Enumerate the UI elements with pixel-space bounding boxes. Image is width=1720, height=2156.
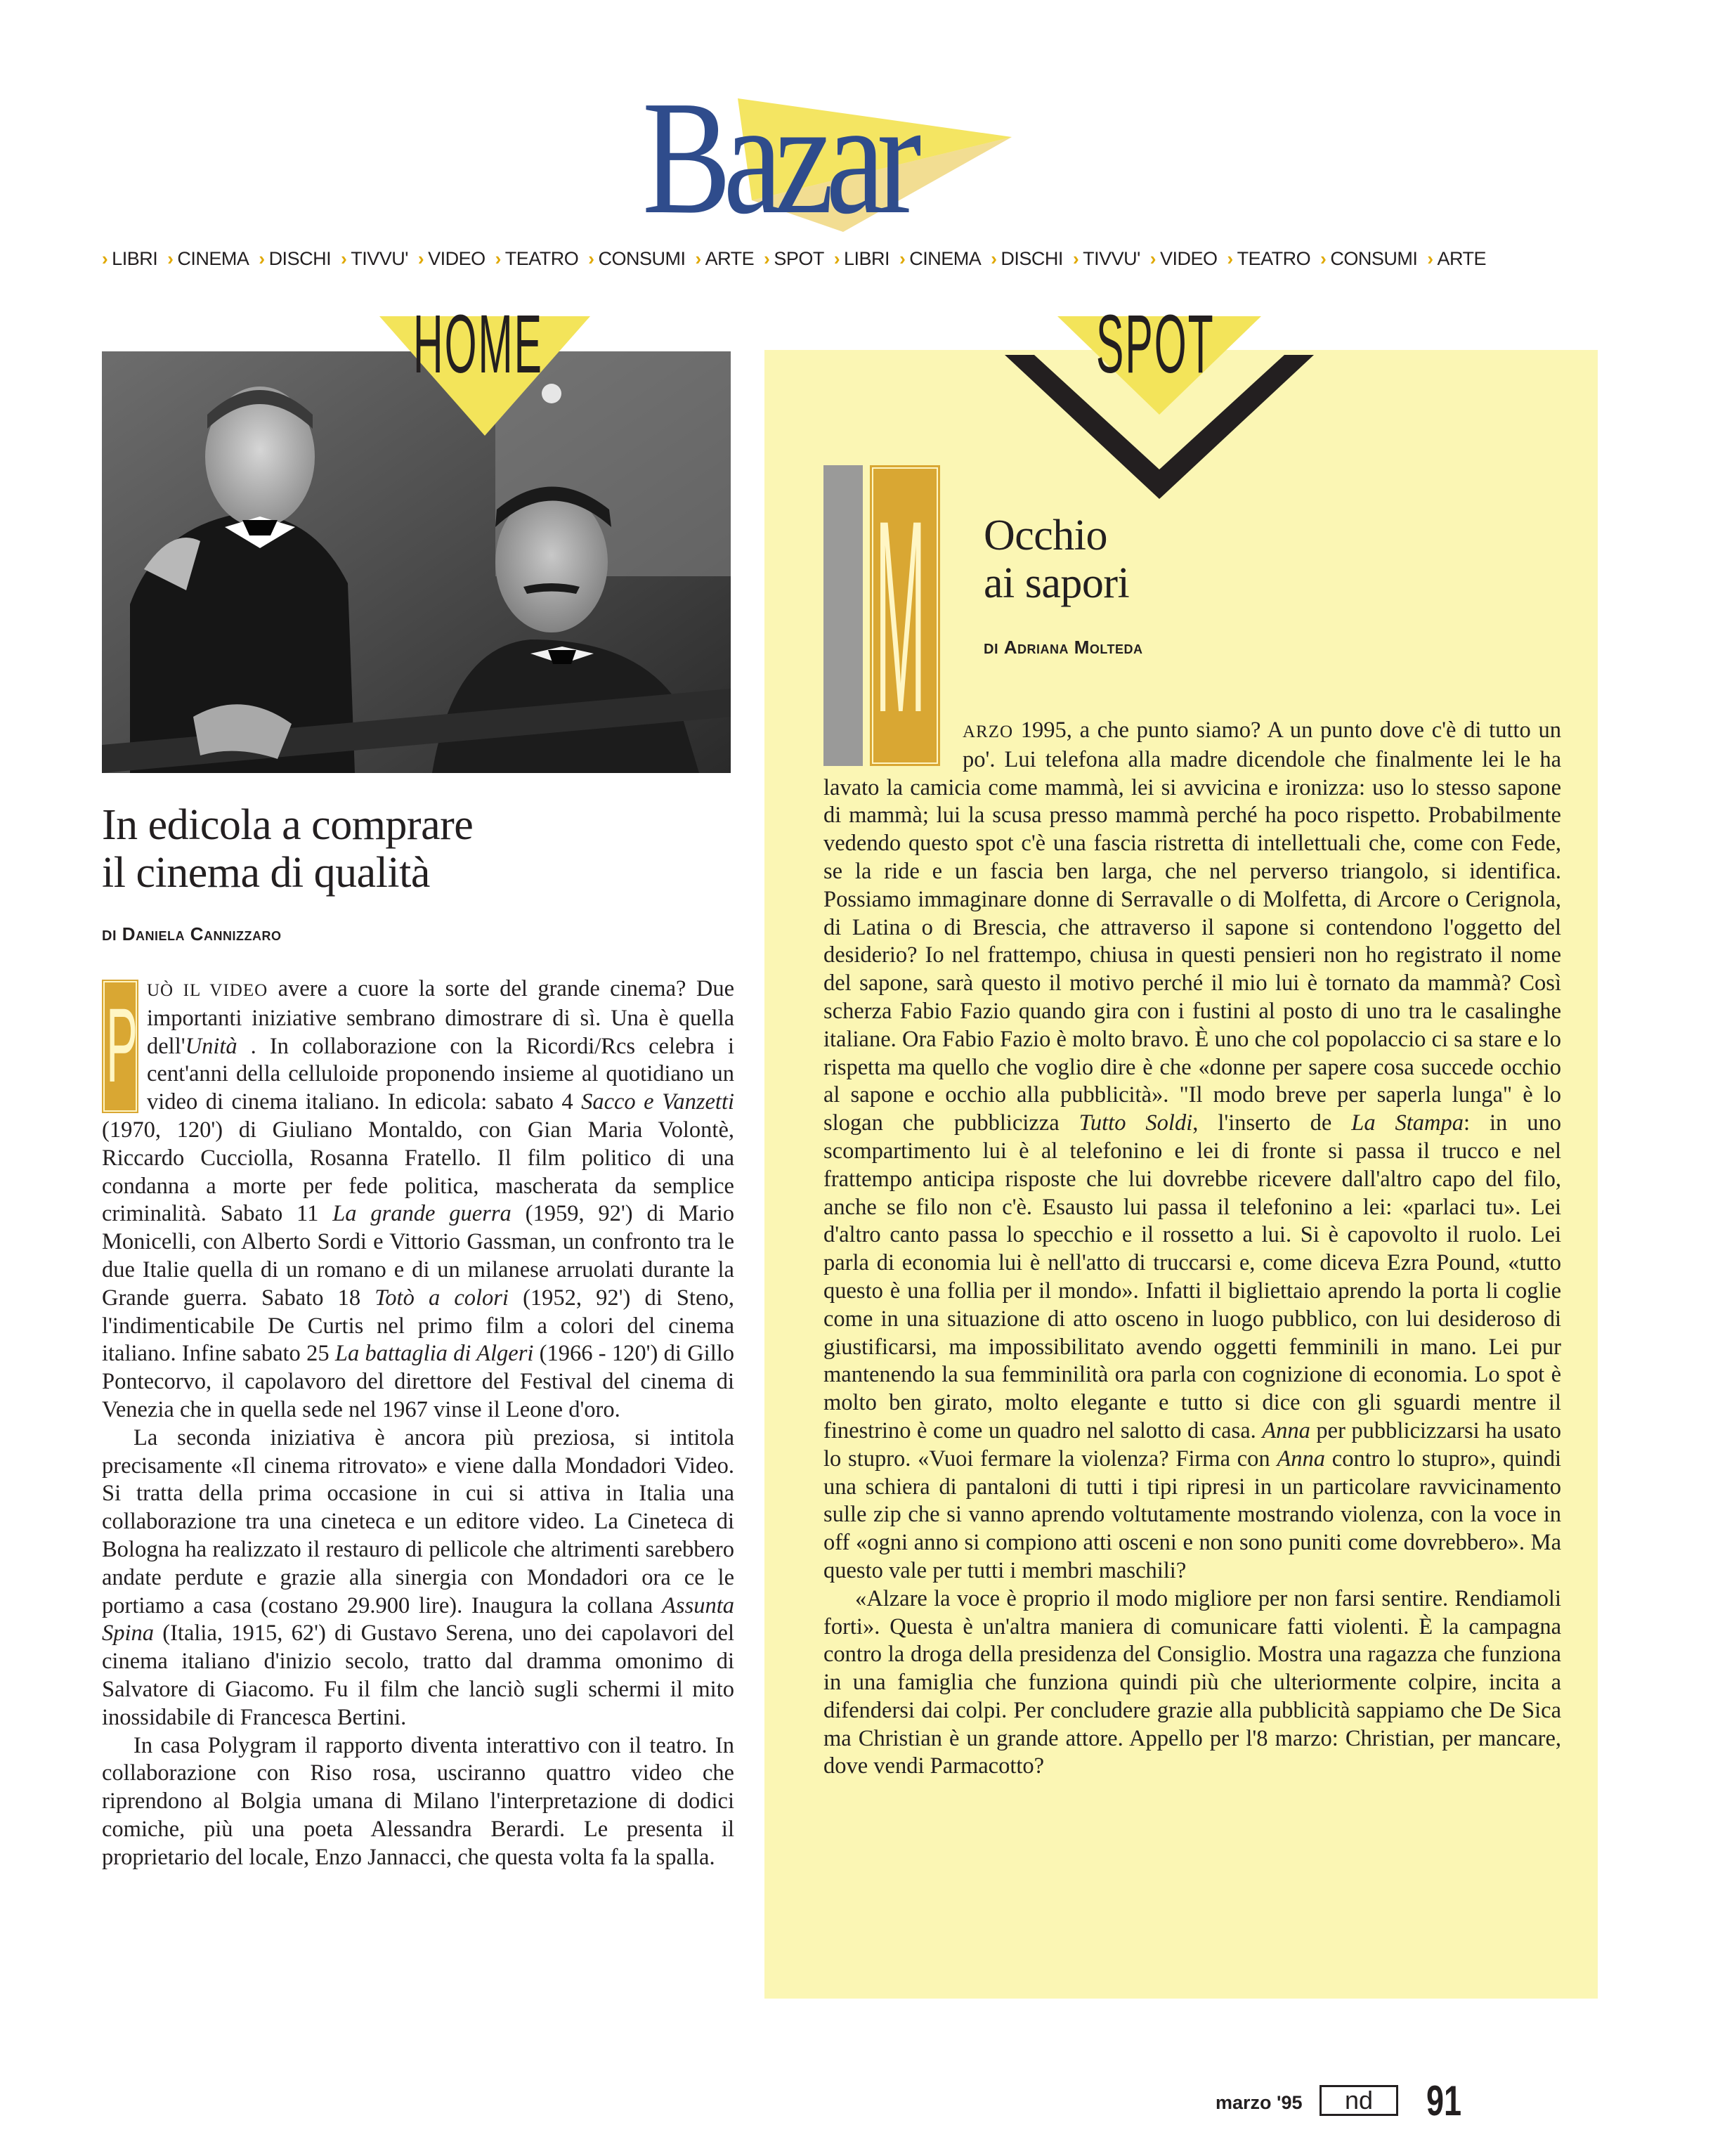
spot-byline-prefix: DI	[984, 642, 998, 657]
spot-p1-title-tutto: Tutto Soldi	[1079, 1110, 1193, 1136]
home-dropcap	[102, 980, 138, 1113]
nav-item-label: VIDEO	[1159, 248, 1218, 269]
spot-byline-name: Adriana Molteda	[1003, 637, 1143, 658]
bazar-logo	[632, 67, 1026, 248]
nav-item-teatro-14	[1227, 245, 1310, 273]
chevron-right-icon: ›	[588, 248, 594, 269]
chevron-right-icon: ›	[167, 248, 174, 269]
nav-item-label: TIVVU'	[351, 248, 408, 269]
home-tag	[379, 298, 590, 443]
spot-lead-smallcaps: ARZO	[963, 722, 1014, 741]
nav-item-label: CONSUMI	[598, 248, 686, 269]
chevron-right-icon: ›	[695, 248, 701, 269]
spot-byline	[984, 637, 1143, 658]
nav-item-libri-9	[834, 245, 890, 273]
spot-p1-text-a: 1995, a che punto siamo? A un punto dove c'è di tutto un po'. Lui telefona alla madre dicendole che finalmente lei le ha lavato la camicia come mammà, lei si avvicina e ironizza: uso lo stesso sapone di mammà; lui la scusa presso mammà perché ha poco rispetto. Probabilmente vedendo questo spot c'è una fascia ristretta di intellettuali che, come con Fede, se la ride e un fascia ben larga, che nel perverso triangolo, si identifica. Possiamo immaginare donne di Serravalle o di Molfetta, di Arcore o Cerignola, di Latina o di Brescia, che attraverso il sapone si contendono l'oggetto del desiderio? Io nel frattempo, chiusa in questi pensieri non ho registrato il nome del sapone, sarà questo il motivo perché il mio lui è tornato da mammà? Così scherza Fabio Fazio quando gira con i fustini al posto di uno tra le casalinghe italiane. Ora Fabio Fazio è molto bravo. È uno che col popolaccio ci sa stare e lo rispetta ma quello che voglio dire è che «donne per sapere cosa succede occhio al sapone e occhio alla pubblicità». "Il modo breve per saperla lunga" è lo slogan che pubblicizza	[823, 717, 1561, 1136]
nav-item-label: LIBRI	[112, 248, 158, 269]
chevron-right-icon: ›	[259, 248, 265, 269]
home-body	[102, 975, 734, 1872]
home-byline	[102, 923, 282, 945]
home-p2-text-b: (Italia, 1915, 62') di Gustavo Serena, uno dei capolavori del cinema italiano d'inizio secolo, tratto dal dramma omonimo di Salvatore di Giacomo. Fu il film che lanciò sugli schermi il mito inossidabile di Francesca Bertini.	[102, 1621, 734, 1730]
section-nav	[102, 245, 1612, 273]
spot-p1-title-anna-1: Anna	[1262, 1417, 1310, 1443]
home-byline-prefix: DI	[102, 928, 117, 944]
chevron-right-icon: ›	[341, 248, 347, 269]
chevron-right-icon: ›	[102, 248, 108, 269]
logo-text: Bazar	[642, 67, 914, 248]
nav-item-arte-16	[1427, 245, 1486, 273]
home-paragraph-2	[102, 1424, 734, 1732]
footer-date: marzo '95	[1216, 2092, 1303, 2113]
chevron-right-icon: ›	[1149, 248, 1156, 269]
spot-p1-text-c: : in uno scompartimento lui è al telefonino e lei di fronte si passa il trucco e nel frattempo anticipa risposte che lui dovrebbe ricevere dall'altro capo del filo, anche se filo non c'è. Esausto lui passa il telefonino a lei: «parlaci tu». Lei d'altro canto passa lo specchio e il rossetto a lui. Si è capovolto il ruolo. Lei parla di economia lui è nell'atto di truccarsi e, come diceva Ezra Pound, «tutto questo è una follia per il mondo». Infatti il bigliettaio aprendo la porta li coglie come in una situazione di atto osceno in luogo pubblico, con lui desideroso di giustificarsi, ma impossibilitato avendo oggetti femminili in mano. Lei pur mantenendo la sua femminilità ora parla con cognizione di economia. Lo spot è molto ben girato, molto elegante e tutto si dice con gli sguardi mentre il finestrino è come un quadro nel salotto di casa.	[823, 1110, 1562, 1443]
nav-item-dischi-11	[991, 245, 1063, 273]
chevron-right-icon: ›	[1072, 248, 1079, 269]
chevron-right-icon: ›	[1227, 248, 1233, 269]
nav-item-dischi-2	[259, 245, 331, 273]
nav-item-label: DISCHI	[268, 248, 332, 269]
home-lead-smallcaps: UÒ IL VIDEO	[147, 981, 268, 1000]
spot-p1-text-d: per pubblicizzarsi ha usato lo stupro. «Vuoi fermare la violenza? Firma con	[823, 1417, 1561, 1472]
home-headline	[102, 801, 734, 897]
nav-item-video-4	[418, 245, 486, 273]
home-p1-text-d: (1959, 92') di Mario Monicelli, con Alberto Sordi e Vittorio Gassman, un confronto tra le due Italie quella di un romano e di un milanese arruolati durante la Grande guerra. Sabato 18	[102, 1201, 735, 1311]
spot-p1-title-stampa: La Stampa	[1351, 1110, 1464, 1136]
nav-item-tivvu-12	[1073, 245, 1140, 273]
spot-p1-title-anna-2: Anna	[1277, 1446, 1326, 1472]
nav-item-label: LIBRI	[844, 248, 890, 269]
nav-item-label: CONSUMI	[1330, 248, 1418, 269]
home-p1-text-a: avere a cuore la sorte del grande cinema? Due importanti iniziative sembrano dimostrare di sì. Una è quella dell'	[147, 976, 734, 1059]
spot-body	[823, 717, 1561, 1781]
nav-item-label: VIDEO	[428, 248, 486, 269]
chevron-right-icon: ›	[1320, 248, 1327, 269]
footer-magazine-logo: nd	[1320, 2085, 1398, 2116]
spot-tag-label: SPOT	[1096, 298, 1215, 391]
nav-item-teatro-5	[495, 245, 579, 273]
home-p2-text-a: La seconda iniziativa è ancora più preziosa, si intitola precisamente «Il cinema ritrovato» e viene dalla Mondadori Video. Si tratta della prima occasione in cui si attiva in Italia una collaborazione tra una cineteca e un editore video. La Cineteca di Bologna ha realizzato il restauro di pellicole che altrimenti sarebbero andate perdute e grazie alla sinergia con Mondadori ora ce le portiamo a casa (costano 29.900 lire). Inaugura la collana	[102, 1424, 734, 1618]
chevron-right-icon: ›	[899, 248, 906, 269]
chevron-right-icon: ›	[991, 248, 997, 269]
nav-item-label: SPOT	[774, 248, 824, 269]
chevron-right-icon: ›	[417, 248, 424, 269]
nav-item-label: ARTE	[705, 248, 755, 269]
home-p1-title-toto: Totò a colori	[374, 1285, 509, 1311]
nav-item-video-13	[1150, 245, 1218, 273]
nav-item-label: CINEMA	[177, 248, 249, 269]
chevron-right-icon: ›	[495, 248, 501, 269]
home-tag-label: HOME	[413, 298, 543, 391]
home-p1-text-f: (1966 - 120') di Gillo Pontecorvo, il capolavoro del direttore del Festival del cinema di Venezia che in quella sede nel 1967 vinse il Leone d'oro.	[102, 1341, 734, 1422]
home-dropcap-letter: P	[106, 986, 138, 1104]
home-p1-text-b: . In collaborazione con la Ricordi/Rcs celebra i cent'anni della celluloide proponendo insieme al quotidiano un video di cinema italiano. In edicola: sabato 4	[147, 1033, 734, 1115]
home-paragraph-3: In casa Polygram il rapporto diventa interattivo con il teatro. In collaborazione con Riso rosa, usciranno quattro video che riprendono al Bolgia umana di Milano l'interpretazione di dodici comiche, più una poeta Alessandra Berardi. Le presenta il proprietario del locale, Enzo Jannacci, che questa volta fa la spalla.	[102, 1732, 734, 1870]
home-p1-title-unita: Unità	[185, 1033, 237, 1059]
home-p1-title-algeri: La battaglia di Algeri	[334, 1341, 534, 1367]
spot-paragraph-1	[823, 717, 1561, 1585]
home-headline-line-1: In edicola a comprare	[102, 801, 474, 849]
spot-headline	[984, 512, 1475, 607]
home-p1-title-sacco: Sacco e Vanzetti	[581, 1089, 734, 1115]
spot-dropcap-spacer	[823, 717, 963, 772]
nav-item-label: ARTE	[1437, 248, 1487, 269]
spot-p1-text-b: , l'inserto de	[1192, 1110, 1352, 1136]
nav-item-arte-7	[695, 245, 754, 273]
nav-item-label: TIVVU'	[1083, 248, 1140, 269]
chevron-right-icon: ›	[1427, 248, 1433, 269]
home-p2-title-assunta: Assunta Spina	[102, 1592, 734, 1647]
nav-item-label: TEATRO	[1237, 248, 1311, 269]
home-headline-line-2: il cinema di qualità	[102, 849, 430, 897]
chevron-right-icon: ›	[833, 248, 840, 269]
spot-dropcap-letter: M	[875, 463, 926, 769]
home-paragraph-1	[102, 975, 734, 1424]
spot-headline-line-2: ai sapori	[984, 559, 1130, 607]
nav-item-label: DISCHI	[1001, 248, 1063, 269]
nav-item-consumi-15	[1320, 245, 1417, 273]
nav-item-cinema-1	[167, 245, 249, 273]
home-p1-title-guerra: La grande guerra	[332, 1201, 512, 1227]
nav-item-label: TEATRO	[504, 248, 579, 269]
spot-p1-text-e: contro lo stupro», quindi una schiera di pantaloni di tutti i tipi ripresi in un particolare ravvicinamento sulle zip che si vanno aprendo voltutamente mostrando violenza, con la voce in off «ogni anno si compiono atti osceni e non sono puniti come dovrebbero». Ma questo vale per tutti i membri maschili?	[823, 1446, 1562, 1583]
home-p1-text-c: (1970, 120') di Giuliano Montaldo, con Gian Maria Volontè, Riccardo Cucciolla, Rosanna Fratello. Il film politico di una condanna a morte per fede politica, mascherata da semplice criminalità. Sabato 11	[102, 1117, 734, 1227]
nav-item-libri-0	[102, 245, 157, 273]
nav-item-spot-8	[764, 245, 824, 273]
spot-headline-line-1: Occhio	[984, 512, 1108, 559]
chevron-right-icon: ›	[764, 248, 770, 269]
nav-item-label: CINEMA	[909, 248, 982, 269]
home-byline-name: Daniela Cannizzaro	[122, 923, 282, 944]
nav-item-consumi-6	[588, 245, 685, 273]
nav-item-cinema-10	[899, 245, 981, 273]
page-number: 91	[1426, 2077, 1462, 2124]
nav-item-tivvu-3	[341, 245, 408, 273]
spot-tag	[1005, 298, 1314, 513]
page-footer	[1216, 2077, 1483, 2126]
spot-paragraph-2: «Alzare la voce è proprio il modo migliore per non farsi sentire. Rendiamoli forti». Questa è un'altra maniera di comunicare fatti violenti. È la campagna contro la droga della presidenza del Consiglio. Mostra una ragazza che funziona in una famiglia che funziona quindi più che ulteriormente colpire, incita a difendersi dai colpi. Per concludere grazie alla pubblicità sappiamo che De Sica ma Christian è un grande attore. Appello per l'8 marzo: Christian, per mancare, dove vendi Parmacotto?	[823, 1585, 1561, 1779]
home-p1-text-e: (1952, 92') di Steno, l'indimenticabile De Curtis nel primo film a colori del cinema italiano. Infine sabato 25	[102, 1285, 734, 1367]
